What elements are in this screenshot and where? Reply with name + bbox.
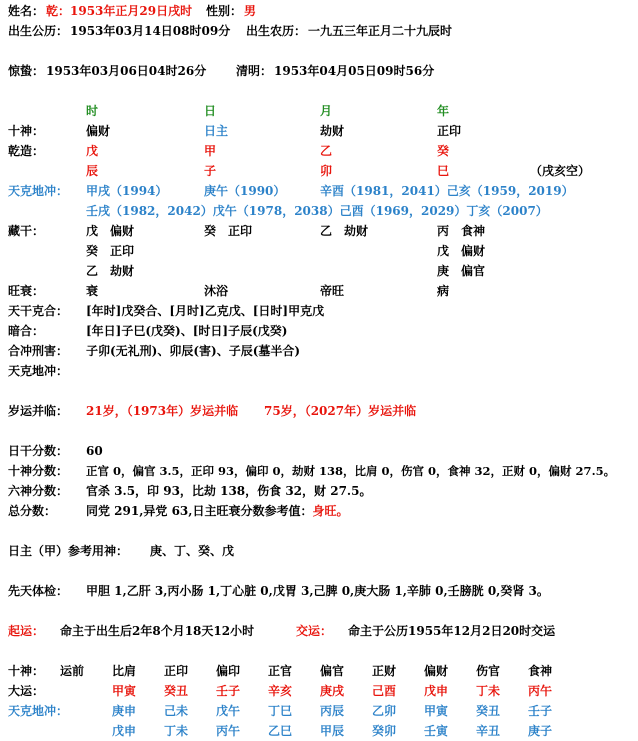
dayun-pillar-1: 癸丑 [164,684,189,698]
yongshen-value: 庚、丁、癸、戊 [150,544,235,558]
liushen-score-value: 官杀 3.5，印 93，比劫 138，伤食 32，财 27.5。 [86,484,372,498]
wangshuai-shi: 衰 [86,284,99,298]
dayun-tianke2-8: 庚子 [528,724,553,738]
dayun-tianke2-4: 甲辰 [320,724,345,738]
branch-ri: 子 [204,164,217,178]
wangshuai-label: 旺衰： [8,284,45,298]
shishen-nian: 正印 [437,124,462,138]
tijian-label: 先天体检： [8,584,69,598]
suiyun-value-1: 21岁，（1973年）岁运并临 [86,404,239,418]
dayun-tianke2-1: 丁未 [164,724,189,738]
tianke-label: 天克地冲： [8,184,69,198]
shishen-ri: 日主 [204,124,229,138]
dayun-shishen-0: 比肩 [112,664,137,678]
canggan-ri-1: 癸 正印 [204,224,253,238]
dayun-shishen-3: 正官 [268,664,293,678]
shishen-yue: 劫财 [320,124,345,138]
jingzhe-label: 惊蛰： [8,64,45,78]
wangshuai-ri: 沐浴 [204,284,229,298]
rigan-score-label: 日干分数： [8,444,69,458]
column-shi: 时 [86,104,99,118]
dayun-pillar-7: 丁未 [476,684,501,698]
dayun-tianke2-2: 丙午 [216,724,241,738]
branch-shi: 辰 [86,164,99,178]
dayun-tianke2-0: 戊申 [112,724,137,738]
canggan-label: 藏干： [8,224,45,238]
liushen-score-label: 六神分数： [8,484,69,498]
rigan-score-value: 60 [86,444,103,458]
dayun-pillar-8: 丙午 [528,684,553,698]
tiangan-value: [年时]戊癸合、[月时]乙克戊、[日时]甲克戊 [86,304,325,318]
suiyun-value-2: 75岁，（2027年）岁运并临 [264,404,417,418]
shishen-score-label: 十神分数： [8,464,69,478]
solar-label: 出生公历： [8,24,69,38]
stem-yue: 乙 [320,144,333,158]
name-label: 姓名： [8,4,45,18]
dayun-tianke2-3: 乙巳 [268,724,293,738]
stem-shi: 戊 [86,144,99,158]
dayun-shishen-1: 正印 [164,664,189,678]
yongshen-label: 日主（甲）参考用神： [8,544,129,558]
tianke-ri: 庚午（1990） [204,184,286,198]
total-score-value [86,503,348,519]
dayun-shishen-6: 偏财 [424,664,449,678]
jingzhe-value: 1953年03月06日04时26分 [46,64,207,78]
gender-value: 男 [244,4,257,18]
dayun-tianke1-3: 丁巳 [268,704,293,718]
canggan-shi-3: 乙 劫财 [86,264,135,278]
lunar-value: 一九五三年正月二十九辰时 [308,24,453,38]
canggan-shi-1: 戊 偏财 [86,224,135,238]
total-score-label: 总分数： [8,504,57,518]
dayun-tianke-label: 天克地冲： [8,704,69,718]
dayun-pillar-4: 庚戌 [320,684,345,698]
dayun-shishen-7: 伤官 [476,664,501,678]
solar-value: 1953年03月14日08时09分 [70,24,231,38]
hechong-label: 合冲刑害： [8,344,69,358]
dayun-label: 大运： [8,684,45,698]
tiankedichong-label: 天克地冲： [8,364,69,378]
dayun-yunqian: 运前 [60,664,85,678]
wangshuai-yue: 帝旺 [320,284,345,298]
qingming-value: 1953年04月05日09时56分 [274,64,435,78]
jiaoyun-label: 交运： [296,624,333,638]
canggan-yue-1: 乙 劫财 [320,224,369,238]
tianke-line2: 壬戌（1982，2042）戊午（1978，2038）己酉（1969，2029）丁亥（2007） [86,204,548,218]
qingming-label: 清明： [236,64,273,78]
dayun-tianke1-2: 戊午 [216,704,241,718]
jiaoyun-value: 命主于公历1955年12月2日20时交运 [348,624,556,638]
qianzao-label: 乾造： [8,144,45,158]
column-nian: 年 [437,104,450,118]
dayun-pillar-3: 辛亥 [268,684,293,698]
dayun-pillar-0: 甲寅 [112,684,137,698]
dayun-shishen-label: 十神： [8,664,45,678]
tiangan-label: 天干克合： [8,304,69,318]
dayun-tianke1-4: 丙辰 [320,704,345,718]
shishen-shi: 偏财 [86,124,111,138]
dayun-tianke1-6: 甲寅 [424,704,449,718]
dayun-tianke1-8: 壬子 [528,704,553,718]
lunar-label: 出生农历： [246,24,307,38]
dayun-tianke2-7: 辛丑 [476,724,501,738]
dayun-pillar-2: 壬子 [216,684,241,698]
anhe-label: 暗合： [8,324,45,338]
wangshuai-nian: 病 [437,284,450,298]
dayun-tianke1-0: 庚申 [112,704,137,718]
dayun-shishen-4: 偏官 [320,664,345,678]
column-ri: 日 [204,104,217,118]
hechong-value: 子卯(无礼刑)、卯辰(害)、子辰(墓半合) [86,344,301,358]
canggan-nian-1: 丙 食神 [437,224,486,238]
column-yue: 月 [320,104,333,118]
dayun-pillar-6: 戊申 [424,684,449,698]
gender-label: 性别： [206,4,243,18]
branch-yue: 卯 [320,164,333,178]
dayun-tianke2-6: 壬寅 [424,724,449,738]
tianke-shi: 甲戌（1994） [86,184,168,198]
dayun-tianke1-7: 癸丑 [476,704,501,718]
qiyun-value: 命主于出生后2年8个月18天12小时 [60,624,255,638]
shishen-score-value: 正官 0，偏官 3.5，正印 93，偏印 0，劫财 138，比肩 0，伤官 0，食神 32，正财 0，偏财 27.5。 [86,464,616,478]
stem-ri: 甲 [204,144,217,158]
dayun-shishen-2: 偏印 [216,664,241,678]
tianke-yue-nian: 辛酉（1981，2041）己亥（1959，2019） [320,184,574,198]
dayun-tianke1-1: 己未 [164,704,189,718]
total-score-result: 身旺。 [312,504,349,518]
kongwang: （戌亥空） [530,164,591,178]
tijian-value: 甲胆 1,乙肝 3,丙小肠 1,丁心脏 0,戊胃 3,己脾 0,庚大肠 1,辛肺 0,壬膀胱 0,癸肾 3。 [86,584,549,598]
dayun-tianke2-5: 癸卯 [372,724,397,738]
shishen-label: 十神： [8,124,45,138]
canggan-nian-2: 戊 偏财 [437,244,486,258]
dayun-tianke1-5: 乙卯 [372,704,397,718]
dayun-pillar-5: 己酉 [372,684,397,698]
dayun-shishen-5: 正财 [372,664,397,678]
total-score-text: 同党 291,异党 63,日主旺衰分数参考值： [86,504,313,518]
suiyun-label: 岁运并临： [8,404,69,418]
anhe-value: [年日]子巳(戊癸)、[时日]子辰(戊癸) [86,324,288,338]
name-value: 乾：1953年正月29日戌时 [46,4,193,18]
branch-nian: 巳 [437,164,450,178]
dayun-shishen-8: 食神 [528,664,553,678]
canggan-shi-2: 癸 正印 [86,244,135,258]
canggan-nian-3: 庚 偏官 [437,264,486,278]
qiyun-label: 起运： [8,624,45,638]
stem-nian: 癸 [437,144,450,158]
